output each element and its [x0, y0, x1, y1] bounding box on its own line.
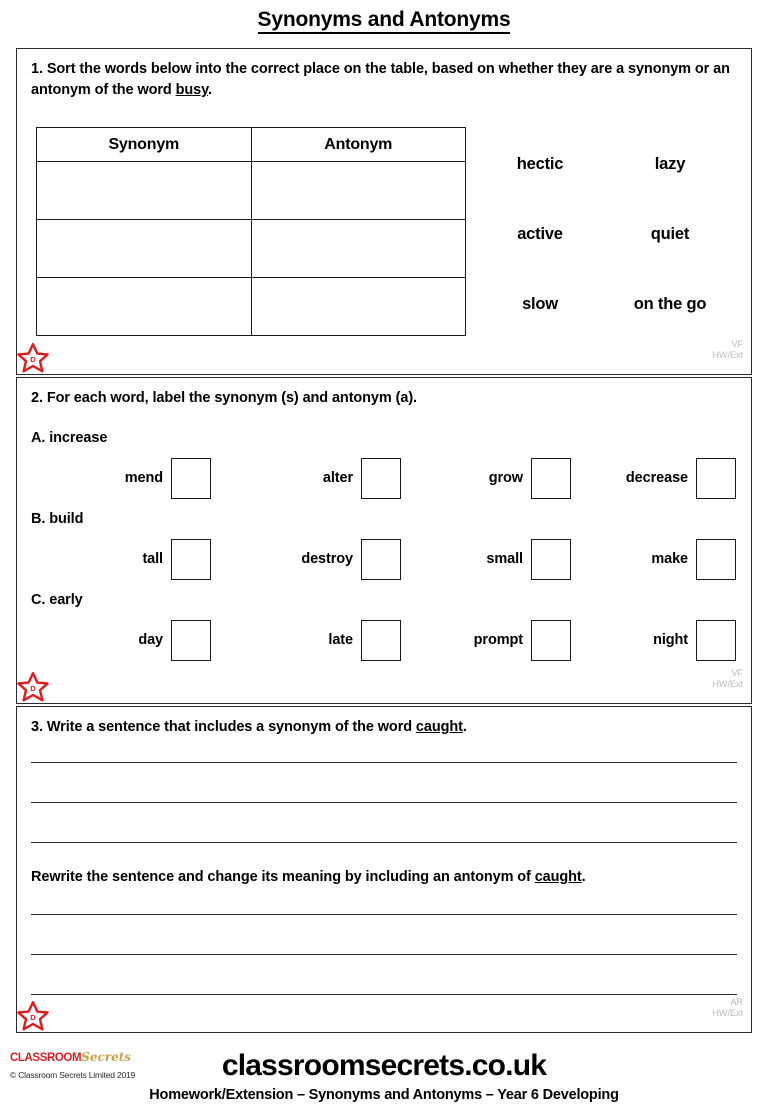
question-2-answer-row-b [31, 537, 737, 581]
answer-word: night [653, 632, 688, 648]
table-cell-synonym-1[interactable] [37, 162, 252, 220]
question-2-group-label-c: C. early [31, 592, 83, 608]
question-3-prompt-a [31, 717, 737, 738]
answer-box[interactable] [361, 458, 401, 499]
table-cell-antonym-1[interactable] [251, 162, 466, 220]
answer-word: grow [488, 470, 523, 486]
answer-box[interactable] [696, 458, 736, 499]
question-1-prompt-keyword: busy [175, 81, 208, 98]
answer-item [416, 537, 571, 581]
question-3-prompt-b-post: . [581, 869, 586, 885]
difficulty-star-2 [16, 671, 50, 704]
copyright-text: © Classroom Secrets Limited 2019 [10, 1069, 136, 1080]
answer-word: mend [124, 470, 163, 486]
answer-word: tall [142, 551, 163, 567]
corner-code-top: VF [731, 668, 743, 678]
answer-box[interactable] [696, 620, 736, 661]
answer-item [576, 456, 736, 500]
difficulty-star-3 [16, 1000, 50, 1033]
answer-box[interactable] [171, 458, 211, 499]
question-3-prompt-b-pre: Rewrite the sentence and change its meaning by including an antonym of [31, 869, 535, 885]
table-row [37, 220, 466, 278]
question-3-prompt-a-pre: 3. Write a sentence that includes a synonym of the word [31, 719, 416, 735]
page-title [0, 8, 768, 32]
corner-code-top: VF [731, 339, 743, 349]
question-3-prompt-b [31, 867, 737, 888]
answer-item [416, 618, 571, 662]
answer-box[interactable] [531, 620, 571, 661]
difficulty-star-label: D [30, 684, 36, 693]
difficulty-star-label: D [30, 355, 36, 364]
question-1-panel [16, 48, 752, 375]
question-1-prompt-post: . [207, 81, 212, 98]
answer-item [576, 618, 736, 662]
question-2-prompt: 2. For each word, label the synonym (s) and antonym (a). [31, 390, 417, 406]
table-cell-synonym-2[interactable] [37, 220, 252, 278]
answer-box[interactable] [171, 620, 211, 661]
question-3-prompt-a-keyword: caught [415, 719, 463, 735]
table-cell-antonym-3[interactable] [251, 278, 466, 336]
word-bank-item[interactable]: slow [522, 295, 558, 313]
word-bank-item[interactable]: lazy [654, 155, 686, 173]
answer-word: small [486, 551, 523, 567]
answer-item [236, 618, 401, 662]
difficulty-star-label: D [30, 1013, 36, 1022]
table-cell-antonym-2[interactable] [251, 220, 466, 278]
answer-box[interactable] [361, 539, 401, 580]
writing-line-3[interactable] [31, 842, 737, 843]
writing-line-2[interactable] [31, 802, 737, 803]
answer-word: late [328, 632, 353, 648]
answer-box[interactable] [361, 620, 401, 661]
page-title-text: Synonyms and Antonyms [258, 8, 511, 34]
logo-primary-text: CLASSROOM [10, 1052, 82, 1064]
question-3-corner-code [713, 997, 744, 1020]
logo-secondary-text: Secrets [81, 1050, 132, 1064]
corner-code-top: AR [730, 997, 743, 1007]
question-1-prompt [31, 59, 737, 100]
question-1-prompt-pre: 1. Sort the words below into the correct place on the table, based on whether they are a synonym or an antonym of the word [31, 61, 730, 98]
table-header-synonym: Synonym [37, 128, 252, 162]
table-row [37, 162, 466, 220]
answer-item [416, 456, 571, 500]
question-2-answer-row-c [31, 618, 737, 662]
synonym-antonym-table [36, 127, 466, 336]
question-2-corner-code [713, 668, 744, 691]
answer-item [236, 537, 401, 581]
answer-word: destroy [301, 551, 353, 567]
answer-word: prompt [473, 632, 523, 648]
corner-code-bottom: HW/Ext [712, 679, 743, 690]
answer-box[interactable] [531, 458, 571, 499]
writing-line-4[interactable] [31, 914, 737, 915]
answer-item [576, 537, 736, 581]
table-cell-synonym-3[interactable] [37, 278, 252, 336]
answer-box[interactable] [696, 539, 736, 580]
answer-item [31, 537, 211, 581]
writing-line-5[interactable] [31, 954, 737, 955]
table-row [37, 278, 466, 336]
corner-code-bottom: HW/Ext [712, 1008, 743, 1019]
page-footer [0, 1033, 768, 1109]
table-header-row [37, 128, 466, 162]
question-2-group-label-a: A. increase [31, 430, 108, 446]
word-bank-item[interactable]: active [517, 225, 563, 243]
footer-subtitle: Homework/Extension – Synonyms and Antonyms – Year 6 Developing [149, 1087, 619, 1103]
answer-item [31, 456, 211, 500]
answer-box[interactable] [171, 539, 211, 580]
word-bank-item[interactable]: hectic [516, 155, 564, 173]
writing-line-6[interactable] [31, 994, 737, 995]
word-bank [483, 137, 745, 337]
answer-item [236, 456, 401, 500]
question-1-corner-code [713, 339, 744, 362]
question-2-answer-row-a [31, 456, 737, 500]
answer-word: decrease [625, 470, 688, 486]
question-2-group-label-b: B. build [31, 511, 84, 527]
answer-box[interactable] [531, 539, 571, 580]
question-3-prompt-a-post: . [462, 719, 467, 735]
question-3-prompt-b-keyword: caught [534, 869, 582, 885]
brand-url[interactable]: classroomsecrets.co.uk [221, 1049, 547, 1082]
answer-word: make [651, 551, 688, 567]
word-bank-item[interactable]: on the go [633, 295, 707, 313]
writing-line-1[interactable] [31, 762, 737, 763]
corner-code-bottom: HW/Ext [712, 350, 743, 361]
difficulty-star-1 [16, 342, 50, 375]
question-3-panel [16, 706, 752, 1033]
word-bank-item[interactable]: quiet [650, 225, 690, 243]
answer-word: day [138, 632, 163, 648]
question-2-panel [16, 377, 752, 704]
answer-word: alter [322, 470, 353, 486]
table-header-antonym: Antonym [251, 128, 466, 162]
answer-item [31, 618, 211, 662]
